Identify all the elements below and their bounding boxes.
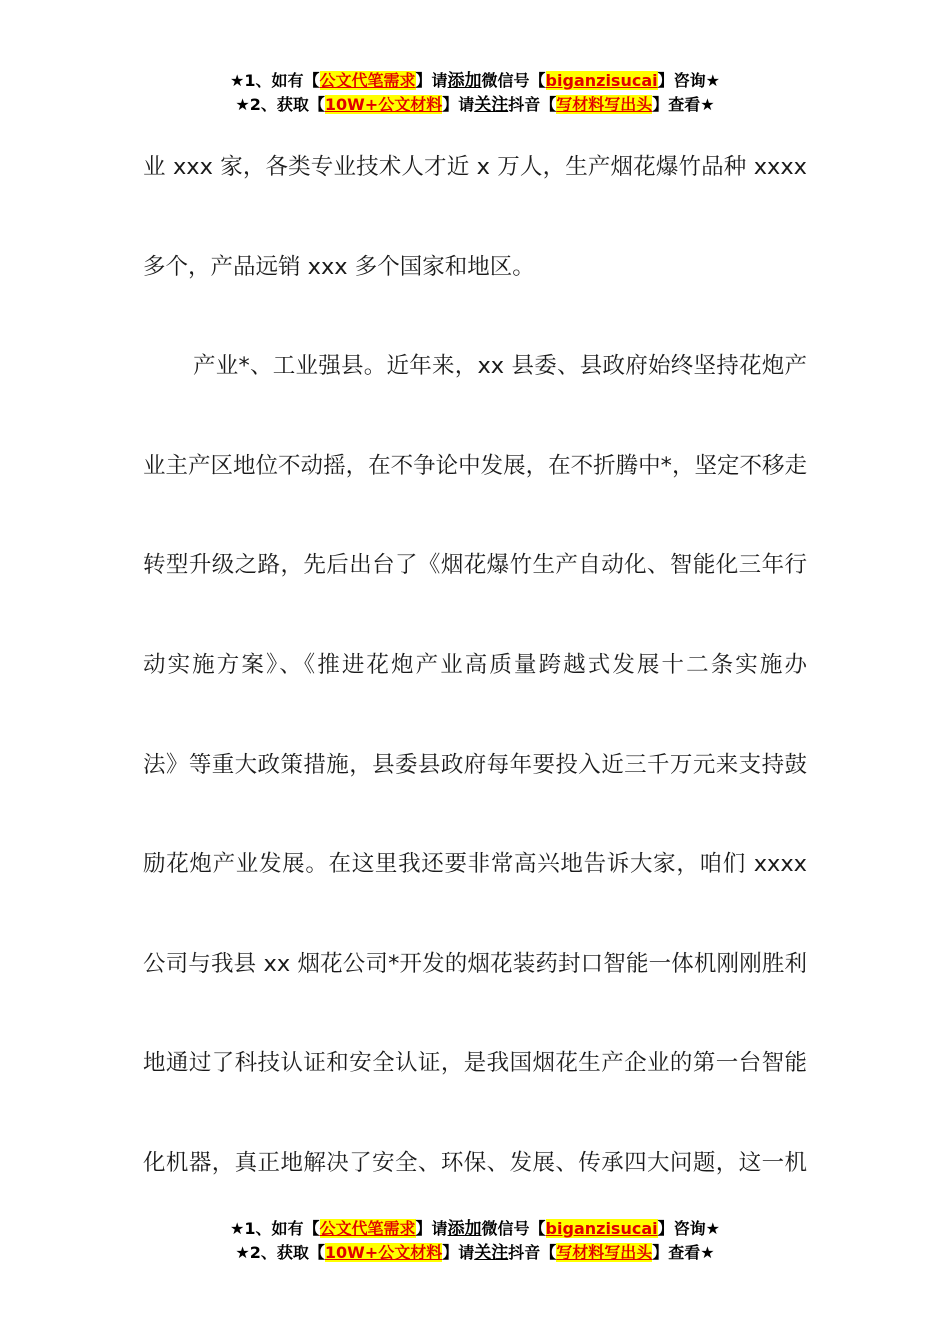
footer-banner	[0, 1217, 950, 1265]
document-body	[143, 118, 807, 1214]
banner-line-2: ★2、获取【10W+公文材料】请关注抖音【写材料写出头】查看★	[235, 95, 715, 115]
body-line: 法》等重大政策措施，县委县政府每年要投入近三千万元来支持鼓	[143, 751, 807, 778]
body-line: 产业*、工业强县。近年来，xx 县委、县政府始终坚持花炮产	[193, 353, 807, 380]
banner-line-1: ★1、如有【公文代笔需求】请添加微信号【biganzisucai】咨询★	[230, 71, 720, 91]
highlight-wechat-id: biganzisucai	[545, 1219, 658, 1238]
banner-line-2: ★2、获取【10W+公文材料】请关注抖音【写材料写出头】查看★	[235, 1243, 715, 1263]
body-line: 业 xxx 家，各类专业技术人才近 x 万人，生产烟花爆竹品种 xxxx	[143, 154, 807, 180]
highlight-materials: 10W+公文材料	[324, 1243, 443, 1262]
body-line: 地通过了科技认证和安全认证，是我国烟花生产企业的第一台智能	[143, 1050, 807, 1077]
body-line: 转型升级之路，先后出台了《烟花爆竹生产自动化、智能化三年行	[143, 552, 807, 579]
highlight-douyin-account: 写材料写出头	[556, 95, 653, 114]
banner-line-1: ★1、如有【公文代笔需求】请添加微信号【biganzisucai】咨询★	[230, 1219, 720, 1239]
highlight-materials: 10W+公文材料	[324, 95, 443, 114]
body-line: 励花炮产业发展。在这里我还要非常高兴地告诉大家，咱们 xxxx	[143, 851, 807, 878]
highlight-service: 公文代笔需求	[319, 71, 416, 90]
header-banner	[0, 69, 950, 117]
body-line: 多个，产品远销 xxx 多个国家和地区。	[143, 253, 535, 280]
highlight-douyin-account: 写材料写出头	[556, 1243, 653, 1262]
highlight-wechat-id: biganzisucai	[545, 71, 658, 90]
body-line: 化机器，真正地解决了安全、环保、发展、传承四大问题，这一机	[143, 1149, 807, 1176]
highlight-service: 公文代笔需求	[319, 1219, 416, 1238]
body-line: 公司与我县 xx 烟花公司*开发的烟花装药封口智能一体机刚刚胜利	[143, 950, 807, 977]
body-line: 业主产区地位不动摇，在不争论中发展，在不折腾中*，坚定不移走	[143, 452, 807, 479]
body-line: 动实施方案》、《推进花炮产业高质量跨越式发展十二条实施办	[143, 651, 807, 678]
